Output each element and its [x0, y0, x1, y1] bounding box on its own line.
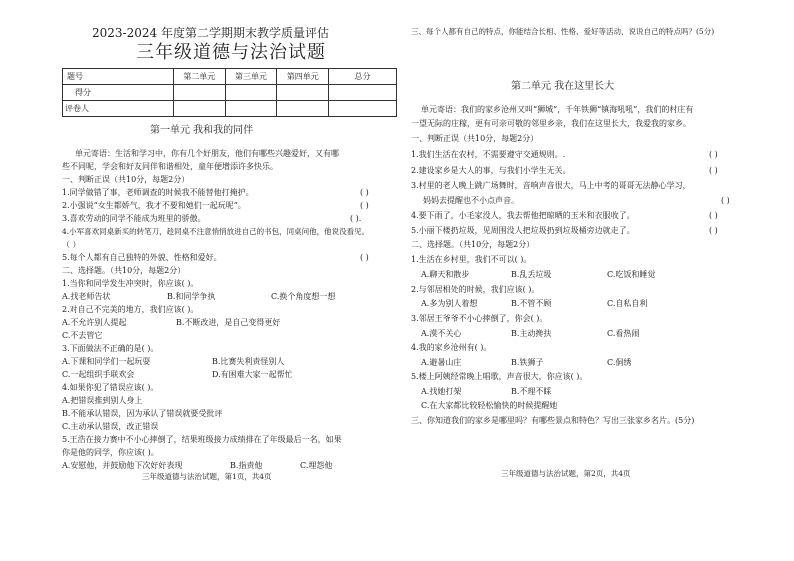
choice-option: A.不允许别人提起 — [62, 318, 127, 327]
answer-bracket[interactable]: （ ） — [62, 240, 81, 249]
score-cell[interactable] — [329, 85, 397, 101]
choice-option: C.主动承认错误，改正错误 — [62, 422, 159, 431]
answer-bracket[interactable]: ( ) — [709, 166, 718, 175]
score-table-header-cell: 第三单元 — [225, 69, 277, 85]
judge-question: 4.小军喜欢同桌新买的转笔刀，趁同桌不注意悄悄放进自己的书包，同桌问他，他说没看见。 — [62, 227, 370, 236]
score-cell[interactable] — [277, 101, 329, 117]
choice-option: C.在大家都比较轻松愉快的时候提醒她 — [421, 401, 558, 410]
judge-question: 1.我们生活在农村，不需要遵守交通规则。. — [411, 150, 566, 159]
score-table-header-cell: 总分 — [329, 69, 397, 85]
answer-bracket[interactable]: ( ) — [360, 188, 369, 197]
choice-option: C.自私自利 — [607, 299, 648, 308]
score-table-row — [63, 101, 397, 117]
judge-question: 3.村里的老人晚上跳广场舞时，音响声音很大，马上中考的哥哥无法静心学习， — [411, 181, 691, 190]
choice-option: B.不断改进，是自己变得更好 — [176, 318, 281, 327]
choice-question: 你是他的同学，你应该( )。 — [62, 448, 159, 457]
score-table-header-cell: 第二单元 — [173, 69, 225, 85]
unit-title: 第一单元 我和我的同伴 — [150, 125, 254, 136]
score-table-header-row — [63, 69, 397, 85]
section-heading: 一、判断正误（共10分，每题2分） — [62, 175, 190, 184]
choice-question: 4.我的家乡沧州有( )。 — [411, 343, 492, 352]
choice-option: B.指责他 — [230, 461, 263, 470]
choice-option: B.不管不顾 — [511, 299, 552, 308]
section-heading: 二、选择题。（共10分，每题2分） — [62, 266, 186, 275]
score-cell[interactable] — [225, 101, 277, 117]
essay-question: 三、你知道我们的家乡是哪里吗？有哪些景点和特色？写出三张家乡名片。(5分) — [411, 416, 695, 425]
choice-option: B.铁狮子 — [511, 358, 544, 367]
choice-option: A.找她打架 — [421, 387, 462, 396]
judge-question: 5.小丽下楼扔垃圾，见周围没人把垃圾扔到垃圾桶旁边就走了。 — [411, 226, 635, 235]
choice-option: B.不理不睬 — [511, 387, 552, 396]
answer-bracket[interactable]: ( ). — [350, 214, 362, 223]
choice-question: 4.如果你犯了错误应该( )。 — [62, 383, 159, 392]
answer-bracket[interactable]: ( ) — [709, 226, 718, 235]
choice-option: C.换个角度想一想 — [271, 292, 336, 301]
unit-intro-line: 些不同呢，学会和好友同伴和谐相处，童年便增添许多快乐。 — [62, 162, 278, 171]
answer-bracket[interactable]: ( ) — [709, 150, 718, 159]
choice-option: C.一起组织手联欢会 — [62, 370, 135, 379]
score-cell[interactable] — [329, 101, 397, 117]
choice-option: C.吃饭和睡觉 — [607, 270, 656, 279]
score-table — [62, 68, 397, 117]
choice-question: 3.邻居王爷爷不小心摔倒了，你会( )。 — [411, 314, 548, 323]
choice-question: 1.当你和同学发生冲突时，你应该( )。 — [62, 279, 199, 288]
judge-question: 2.小强说“女生都娇气，我才不要和她们一起玩呢”。 — [62, 201, 246, 210]
choice-option: B.比赛失利责怪别人 — [212, 357, 285, 366]
judge-question: 2.建设家乡是大人的事，与我们小学生无关。 — [411, 166, 571, 175]
score-table-row — [63, 85, 397, 101]
judge-question: 妈妈去提醒也不小点声音。 — [423, 196, 519, 205]
unit-intro-line: 单元寄语：我们的家乡沧州又叫“狮城”，千年铁狮“镇海吼吼”，我们的村庄有 — [421, 105, 694, 114]
choice-option: B.主动搀扶 — [511, 329, 552, 338]
exam-subject-title: 三年级道德与法治试题 — [136, 42, 326, 63]
choice-option: C.看热闹 — [607, 329, 640, 338]
essay-question: 三、每个人都有自己的特点，你能结合长相、性格、爱好等活动，说说自己的特点吗？(5分) — [411, 27, 715, 36]
choice-option: B.乱丢垃圾 — [511, 270, 552, 279]
choice-option: A.避暑山庄 — [421, 358, 462, 367]
page-footer: 三年级道德与法治试题，第2页，共4页 — [501, 469, 631, 478]
choice-question: 5.王浩在接力赛中不小心摔倒了，结果班级接力成绩排在了年级最后一名，如果 — [62, 435, 342, 444]
choice-option: B.不能承认错误，因为承认了错误就要受批评 — [62, 409, 223, 418]
unit-title: 第二单元 我在这里长大 — [511, 81, 615, 92]
choice-option: B.和同学争执 — [167, 292, 216, 301]
unit-intro-line: 一望无际的庄稼，更有可亲可敬的邻里乡亲，我们在这里长大，我爱我的家乡。 — [411, 119, 691, 128]
score-row-label: 得分 — [63, 85, 174, 101]
choice-option: A.多为别人着想 — [421, 299, 478, 308]
judge-question: 5.每个人都有自己独特的外貌、性格和爱好。 — [62, 253, 222, 262]
judge-question: 3.喜欢劳动的同学不能成为班里的骄傲。 — [62, 214, 206, 223]
answer-bracket[interactable]: ( ) — [360, 201, 369, 210]
score-cell[interactable] — [173, 85, 225, 101]
choice-option: A.把错误推到别人身上 — [62, 396, 143, 405]
section-heading: 一、判断正误（共10分，每题2分） — [411, 134, 539, 143]
score-table-header-cell: 第四单元 — [277, 69, 329, 85]
choice-question: 1.生活在乡村里，我们不可以( )。 — [411, 255, 532, 264]
choice-option: A.下课和同学们一起玩耍 — [62, 357, 151, 366]
section-heading: 二、选择题。（共10分，每题2分） — [411, 240, 535, 249]
choice-option: A.找老师告状 — [62, 292, 111, 301]
unit-intro-line: 单元寄语：生活和学习中，你有几个好朋友，他们有哪些兴趣爱好，又有哪 — [75, 149, 339, 158]
choice-question: 5.楼上阿姨经常晚上唱歌，声音很大，你应该( )。 — [411, 372, 588, 381]
choice-option: A.聊天和散步 — [421, 270, 470, 279]
score-cell[interactable] — [277, 85, 329, 101]
page-footer: 三年级道德与法治试题，第1页，共4页 — [142, 472, 272, 481]
score-cell[interactable] — [173, 101, 225, 117]
choice-question: 3.下面做法不正确的是( )。 — [62, 344, 159, 353]
exam-year-title: 2023-2024 年度第二学期期末教学质量评估 — [92, 26, 329, 40]
answer-bracket[interactable]: ( ) — [721, 196, 730, 205]
answer-bracket[interactable]: ( ) — [709, 211, 718, 220]
choice-option: C.不去管它 — [62, 331, 103, 340]
choice-option: A.安慰他，并鼓励他下次好好表现 — [62, 461, 183, 470]
judge-question: 1.同学做错了事，老师调查的时候我不能替他打掩护。 — [62, 188, 254, 197]
score-row-label: 评卷人 — [63, 101, 174, 117]
choice-option: C.侗绣 — [607, 358, 632, 367]
choice-question: 2.与邻居相处的时候，我们应该( )。 — [411, 285, 540, 294]
answer-bracket[interactable]: ( ) — [360, 253, 369, 262]
choice-option: C.埋怨他 — [300, 461, 333, 470]
choice-question: 2.对自己不完美的地方，我们应该( )。 — [62, 305, 199, 314]
choice-option: D.有困难大家一起帮忙 — [212, 370, 293, 379]
score-table-header-cell: 题号 — [63, 69, 174, 85]
judge-question: 4.要下雨了，小毛家没人，我去帮他把晾晒的玉米和衣服收了。 — [411, 211, 635, 220]
choice-option: A.漠不关心 — [421, 329, 462, 338]
score-cell[interactable] — [225, 85, 277, 101]
exam-page-2 — [397, 0, 794, 561]
